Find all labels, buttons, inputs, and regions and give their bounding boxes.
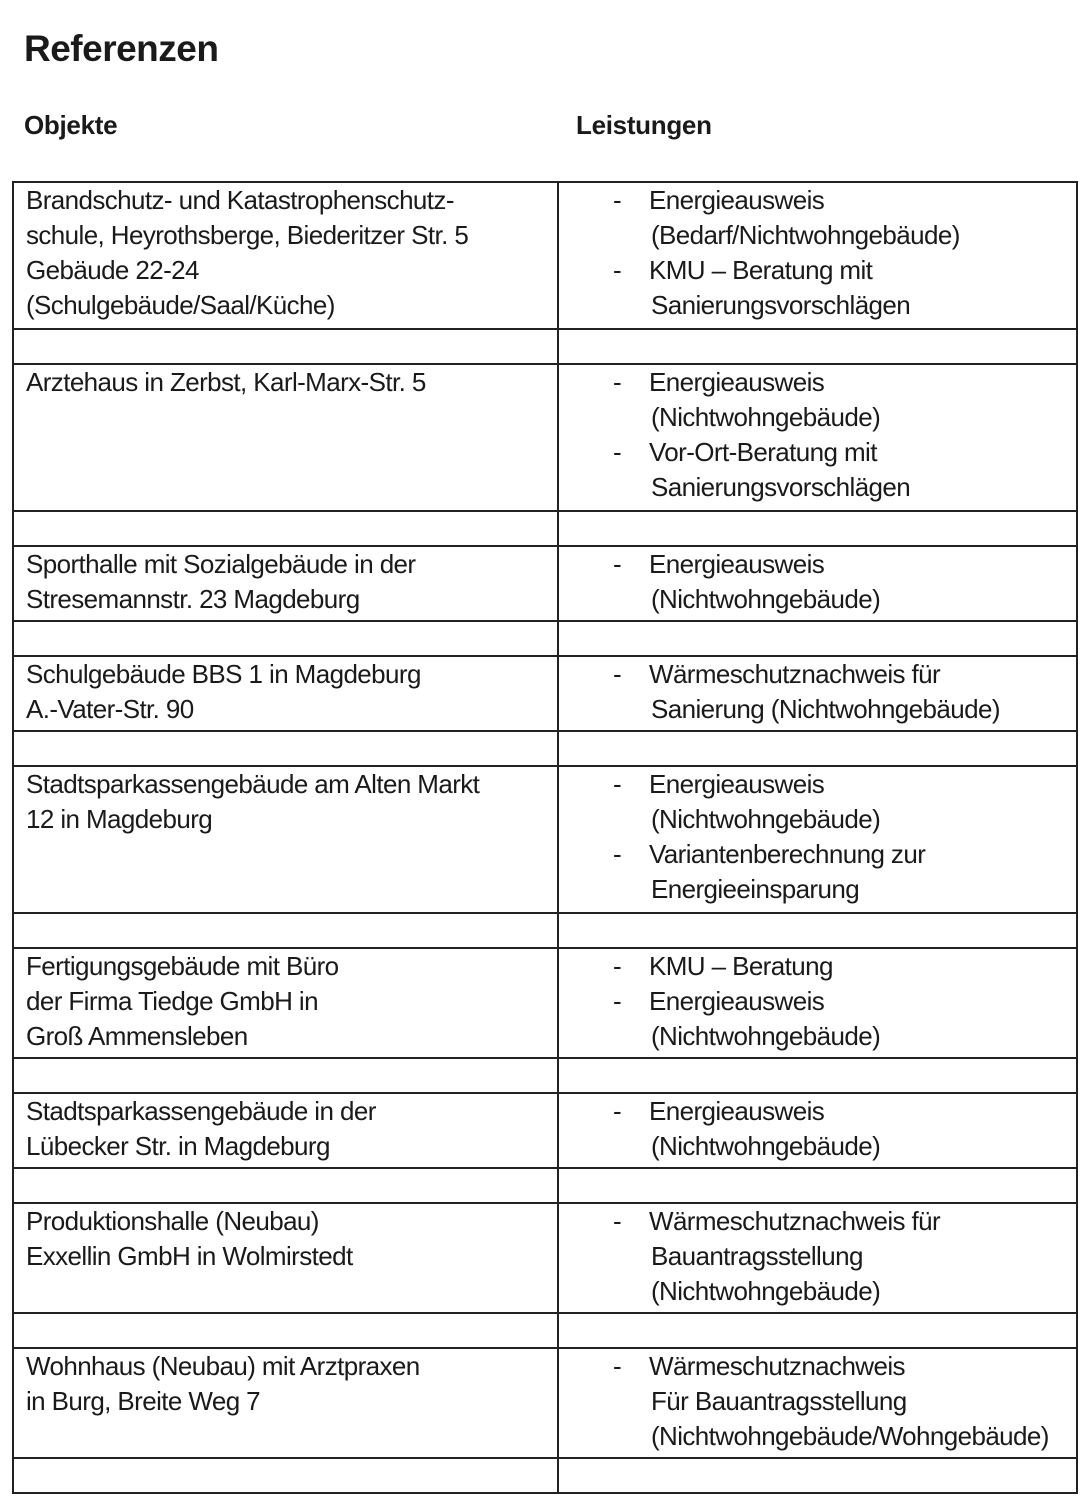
objekt-text-line: Stresemannstr. 23 Magdeburg xyxy=(26,584,360,614)
table-row xyxy=(13,1348,1077,1458)
objekt-cell xyxy=(13,546,558,621)
empty-cell xyxy=(558,511,1077,546)
service-item xyxy=(559,1204,1076,1309)
empty-cell xyxy=(558,621,1077,656)
services-list xyxy=(559,183,1076,323)
objekt-text-line: Stadtsparkassengebäude in der xyxy=(26,1096,376,1126)
spacer-row xyxy=(13,1313,1077,1348)
service-item xyxy=(559,547,1076,617)
service-text-line: Energieausweis xyxy=(649,1096,825,1126)
service-item xyxy=(559,1349,1076,1454)
services-list xyxy=(559,1204,1076,1309)
dash-bullet: - xyxy=(613,255,622,285)
services-list xyxy=(559,365,1076,505)
objekt-text-line: Exxellin GmbH in Wolmirstedt xyxy=(26,1241,353,1271)
objekt-cell xyxy=(13,1348,558,1458)
table-row xyxy=(13,1093,1077,1168)
spacer-row xyxy=(13,731,1077,766)
objekt-cell xyxy=(13,1203,558,1313)
objekt-cell xyxy=(13,364,558,511)
empty-cell xyxy=(13,329,558,364)
service-text-line: Sanierung (Nichtwohngebäude) xyxy=(651,694,1000,724)
objekt-cell xyxy=(13,948,558,1058)
objekt-text-line: Gebäude 22-24 xyxy=(26,255,199,285)
service-text-line: Energieausweis xyxy=(649,986,825,1016)
service-item xyxy=(559,435,1076,505)
dash-bullet: - xyxy=(613,986,622,1016)
leistungen-cell xyxy=(558,948,1077,1058)
service-item xyxy=(559,767,1076,837)
empty-cell xyxy=(13,913,558,948)
service-text-line: Bauantragsstellung xyxy=(651,1241,863,1271)
column-header-leistungen: Leistungen xyxy=(576,110,712,140)
empty-cell xyxy=(13,1058,558,1093)
services-list xyxy=(559,657,1076,727)
dash-bullet: - xyxy=(613,437,622,467)
empty-cell xyxy=(13,731,558,766)
leistungen-cell xyxy=(558,766,1077,913)
objekt-text-line: in Burg, Breite Weg 7 xyxy=(26,1386,261,1416)
leistungen-cell xyxy=(558,656,1077,731)
service-text-line: Energieeinsparung xyxy=(651,874,860,904)
spacer-row xyxy=(13,1168,1077,1203)
empty-cell xyxy=(558,1058,1077,1093)
table-row xyxy=(13,182,1077,329)
objekt-cell xyxy=(13,182,558,329)
empty-cell xyxy=(558,329,1077,364)
table-row xyxy=(13,364,1077,511)
spacer-row xyxy=(13,1058,1077,1093)
dash-bullet: - xyxy=(613,769,622,799)
objekt-cell xyxy=(13,656,558,731)
objekt-text-line: der Firma Tiedge GmbH in xyxy=(26,986,318,1016)
service-text-line: Vor-Ort-Beratung mit xyxy=(649,437,877,467)
leistungen-cell xyxy=(558,1093,1077,1168)
service-text-line: (Nichtwohngebäude/Wohngebäude) xyxy=(651,1421,1049,1451)
service-text-line: Energieausweis xyxy=(649,185,825,215)
objekt-text-line: Schulgebäude BBS 1 in Magdeburg xyxy=(26,659,421,689)
service-text-line: KMU – Beratung mit xyxy=(649,255,873,285)
empty-cell xyxy=(558,1458,1077,1493)
empty-cell xyxy=(13,1313,558,1348)
spacer-row xyxy=(13,1458,1077,1493)
service-text-line: Sanierungsvorschlägen xyxy=(651,472,911,502)
service-text-line: (Nichtwohngebäude) xyxy=(651,1276,881,1306)
objekt-text-line: Arztehaus in Zerbst, Karl-Marx-Str. 5 xyxy=(26,367,426,397)
leistungen-cell xyxy=(558,364,1077,511)
empty-cell xyxy=(558,731,1077,766)
objekt-text-line: Sporthalle mit Sozialgebäude in der xyxy=(26,549,416,579)
service-text-line: Wärmeschutznachweis für xyxy=(649,659,941,689)
objekt-text-line: A.-Vater-Str. 90 xyxy=(26,694,194,724)
table-row xyxy=(13,948,1077,1058)
column-header-objekte: Objekte xyxy=(24,110,118,140)
objekt-cell xyxy=(13,1093,558,1168)
references-table-body xyxy=(13,182,1077,1493)
empty-cell xyxy=(558,1313,1077,1348)
objekt-text-line: Produktionshalle (Neubau) xyxy=(26,1206,319,1236)
spacer-row xyxy=(13,621,1077,656)
service-text-line: Für Bauantragsstellung xyxy=(651,1386,907,1416)
services-list xyxy=(559,949,1076,1054)
service-text-line: Energieausweis xyxy=(649,367,825,397)
service-text-line: (Nichtwohngebäude) xyxy=(651,804,881,834)
leistungen-cell xyxy=(558,1348,1077,1458)
objekt-text-line: 12 in Magdeburg xyxy=(26,804,213,834)
page-title: Referenzen xyxy=(24,28,219,69)
services-list xyxy=(559,547,1076,617)
leistungen-cell xyxy=(558,182,1077,329)
objekt-text-line: Lübecker Str. in Magdeburg xyxy=(26,1131,330,1161)
dash-bullet: - xyxy=(613,1206,622,1236)
objekt-text-line: Brandschutz- und Katastrophenschutz- xyxy=(26,185,454,215)
service-text-line: (Nichtwohngebäude) xyxy=(651,584,881,614)
service-item xyxy=(559,183,1076,253)
empty-cell xyxy=(13,1168,558,1203)
dash-bullet: - xyxy=(613,1096,622,1126)
dash-bullet: - xyxy=(613,839,622,869)
service-text-line: (Nichtwohngebäude) xyxy=(651,1021,881,1051)
objekt-text-line: Wohnhaus (Neubau) mit Arztpraxen xyxy=(26,1351,420,1381)
service-text-line: (Bedarf/Nichtwohngebäude) xyxy=(651,220,960,250)
service-text-line: Energieausweis xyxy=(649,549,825,579)
table-row xyxy=(13,656,1077,731)
service-text-line: Sanierungsvorschlägen xyxy=(651,290,911,320)
service-text-line: Wärmeschutznachweis xyxy=(649,1351,905,1381)
service-item xyxy=(559,984,1076,1054)
service-item xyxy=(559,837,1076,907)
objekt-text-line: Groß Ammensleben xyxy=(26,1021,248,1051)
table-row xyxy=(13,1203,1077,1313)
service-text-line: (Nichtwohngebäude) xyxy=(651,402,881,432)
empty-cell xyxy=(13,511,558,546)
service-text-line: (Nichtwohngebäude) xyxy=(651,1131,881,1161)
service-text-line: Energieausweis xyxy=(649,769,825,799)
service-text-line: KMU – Beratung xyxy=(649,951,833,981)
services-list xyxy=(559,1094,1076,1164)
service-item xyxy=(559,1094,1076,1164)
objekt-text-line: (Schulgebäude/Saal/Küche) xyxy=(26,290,335,320)
dash-bullet: - xyxy=(613,659,622,689)
leistungen-cell xyxy=(558,546,1077,621)
service-item xyxy=(559,949,1076,984)
leistungen-cell xyxy=(558,1203,1077,1313)
empty-cell xyxy=(558,1168,1077,1203)
dash-bullet: - xyxy=(613,549,622,579)
service-text-line: Wärmeschutznachweis für xyxy=(649,1206,941,1236)
objekt-cell xyxy=(13,766,558,913)
spacer-row xyxy=(13,329,1077,364)
objekt-text-line: Stadtsparkassengebäude am Alten Markt xyxy=(26,769,480,799)
spacer-row xyxy=(13,913,1077,948)
table-row xyxy=(13,766,1077,913)
objekt-text-line: schule, Heyrothsberge, Biederitzer Str. 5 xyxy=(26,220,469,250)
services-list xyxy=(559,1349,1076,1454)
service-item xyxy=(559,657,1076,727)
service-item xyxy=(559,253,1076,323)
services-list xyxy=(559,767,1076,907)
dash-bullet: - xyxy=(613,367,622,397)
dash-bullet: - xyxy=(613,951,622,981)
dash-bullet: - xyxy=(613,185,622,215)
spacer-row xyxy=(13,511,1077,546)
empty-cell xyxy=(13,1458,558,1493)
dash-bullet: - xyxy=(613,1351,622,1381)
service-item xyxy=(559,365,1076,435)
service-text-line: Variantenberechnung zur xyxy=(649,839,926,869)
empty-cell xyxy=(558,913,1077,948)
table-row xyxy=(13,546,1077,621)
empty-cell xyxy=(13,621,558,656)
objekt-text-line: Fertigungsgebäude mit Büro xyxy=(26,951,339,981)
references-table xyxy=(12,181,1078,1494)
